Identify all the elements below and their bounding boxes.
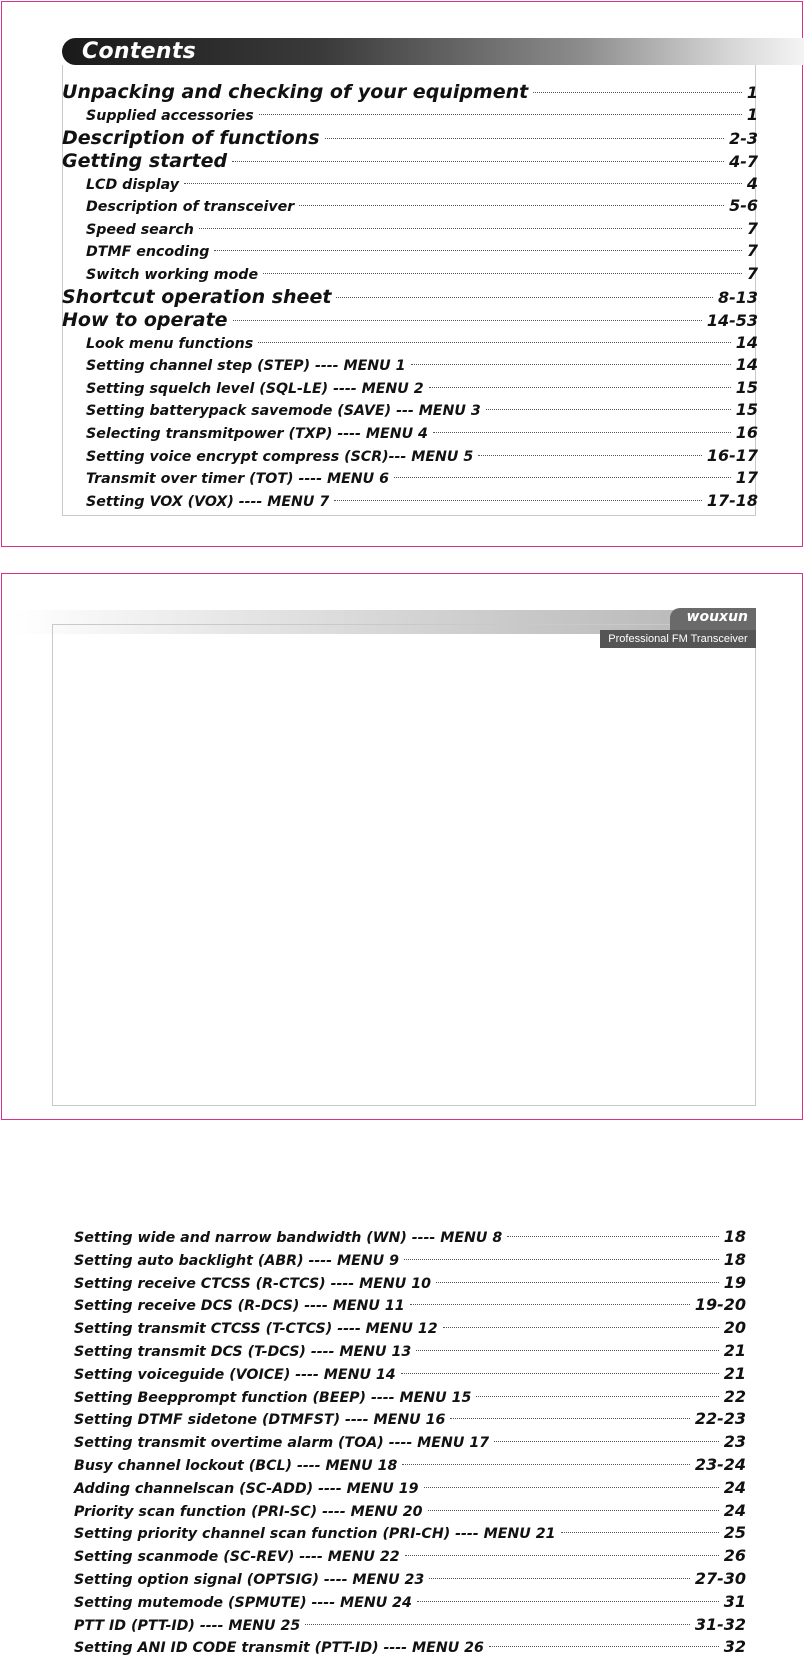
toc-entry: [62, 240, 758, 263]
toc-entry-page: 17: [735, 468, 758, 488]
dot-leader: [416, 1350, 718, 1351]
toc-entry: [62, 127, 758, 150]
toc-entry: [74, 1408, 746, 1431]
toc-entry-page: 31: [723, 1591, 746, 1611]
toc-entry-title: Setting Beepprompt function (BEEP) ---- MENU 15: [74, 1389, 472, 1406]
dot-leader: [402, 1464, 690, 1465]
toc-entry-title: Supplied accessories: [86, 108, 254, 124]
toc-entry: [74, 1386, 746, 1409]
toc-entry: [62, 218, 758, 241]
toc-entry: [62, 150, 758, 173]
toc-entry: [62, 286, 758, 309]
dot-leader: [263, 273, 742, 274]
toc-entry: [74, 1522, 746, 1545]
dot-leader: [305, 1624, 690, 1625]
dot-leader: [334, 500, 702, 501]
toc-entry: [62, 399, 758, 422]
toc-entry-page: 4: [746, 173, 758, 193]
toc-entry: [74, 1500, 746, 1523]
toc-entry-page: 15: [735, 377, 758, 397]
toc-entry-page: 1: [746, 83, 758, 102]
toc-list-page2: [74, 1226, 746, 1659]
toc-entry: [74, 1340, 746, 1363]
toc-entry-title: Setting channel step (STEP) ---- MENU 1: [86, 358, 406, 375]
toc-entry-page: 22: [723, 1386, 746, 1406]
toc-entry-title: Busy channel lockout (BCL) ---- MENU 18: [74, 1457, 398, 1474]
dot-leader: [450, 1418, 689, 1419]
toc-entry-page: 16-17: [706, 445, 758, 465]
dot-leader: [489, 1646, 719, 1647]
brand-logo: [600, 608, 756, 648]
toc-entry-page: 15: [735, 400, 758, 420]
toc-entry-page: 19-20: [694, 1295, 746, 1315]
logo-subtitle: Professional FM Transceiver: [600, 630, 756, 648]
toc-entry: [62, 104, 758, 127]
toc-entry: [74, 1317, 746, 1340]
dot-leader: [494, 1441, 719, 1442]
dot-leader: [184, 183, 742, 184]
toc-entry-page: 23: [723, 1432, 746, 1452]
toc-entry-title: DTMF encoding: [86, 244, 210, 261]
toc-entry-title: Look menu functions: [86, 335, 254, 352]
toc-entry-page: 17-18: [706, 490, 758, 510]
logo-brand-text: wouxun: [686, 609, 748, 625]
toc-entry: [74, 1636, 746, 1659]
contents-frame-page2: [52, 624, 756, 1106]
logo-mark: [670, 608, 756, 630]
toc-entry-title: Setting wide and narrow bandwidth (WN) ---- MENU 8: [74, 1230, 503, 1246]
toc-entry-page: 5-6: [729, 196, 758, 216]
toc-entry-title: Setting squelch level (SQL-LE) ---- MENU 2: [86, 380, 424, 397]
dot-leader: [507, 1236, 718, 1237]
toc-entry-title: Adding channelscan (SC-ADD) ---- MENU 19: [74, 1480, 419, 1497]
dot-leader: [424, 1487, 719, 1488]
dot-leader: [417, 1601, 719, 1602]
toc-entry: [62, 263, 758, 286]
toc-entry-page: 24: [723, 1477, 746, 1497]
contents-title: Contents: [82, 39, 197, 64]
dot-leader: [443, 1327, 719, 1328]
dot-leader: [299, 205, 724, 206]
toc-entry: [74, 1226, 746, 1249]
toc-entry-title: PTT ID (PTT-ID) ---- MENU 25: [74, 1617, 301, 1634]
toc-entry-page: 4-7: [729, 151, 758, 171]
toc-entry-page: 31-32: [694, 1614, 746, 1634]
toc-entry-page: 7: [746, 241, 758, 261]
toc-entry-title: Setting batterypack savemode (SAVE) --- MENU 3: [86, 403, 481, 420]
toc-entry-title: Setting DTMF sidetone (DTMFST) ---- MENU 16: [74, 1412, 446, 1429]
toc-entry-page: 27-30: [694, 1568, 746, 1588]
toc-entry: [74, 1272, 746, 1295]
dot-leader: [486, 409, 731, 410]
toc-entry-title: Speed search: [86, 221, 194, 238]
toc-entry-title: Getting started: [62, 149, 228, 172]
dot-leader: [433, 432, 731, 433]
toc-entry-page: 2-3: [729, 128, 758, 148]
toc-entry: [62, 173, 758, 196]
toc-entry-page: 1: [746, 105, 758, 124]
dot-leader: [404, 1259, 719, 1260]
toc-entry: [74, 1614, 746, 1637]
toc-entry: [74, 1591, 746, 1614]
toc-entry: [74, 1454, 746, 1477]
toc-entry-page: 20: [723, 1318, 746, 1338]
dot-leader: [561, 1532, 719, 1533]
toc-entry-title: Setting transmit DCS (T-DCS) ---- MENU 13: [74, 1343, 412, 1360]
toc-entry-title: Setting receive DCS (R-DCS) ---- MENU 11: [74, 1298, 405, 1315]
toc-entry-page: 23-24: [694, 1454, 746, 1474]
dot-leader: [394, 477, 731, 478]
toc-entry: [74, 1568, 746, 1591]
toc-entry-title: Setting option signal (OPTSIG) ---- MENU 23: [74, 1571, 425, 1588]
dot-leader: [411, 364, 731, 365]
dot-leader: [199, 228, 742, 229]
toc-entry-page: 32: [723, 1637, 746, 1657]
toc-entry-page: 16: [735, 422, 758, 442]
page-bottom: [1, 573, 803, 1657]
toc-entry-title: Setting transmit overtime alarm (TOA) ---- MENU 17: [74, 1435, 490, 1452]
toc-entry-page: 22-23: [694, 1409, 746, 1429]
toc-entry-title: Setting ANI ID CODE transmit (PTT-ID) ---- MENU 26: [74, 1640, 484, 1657]
toc-entry-page: 7: [746, 218, 758, 238]
toc-entry: [62, 332, 758, 355]
toc-entry-page: 24: [723, 1500, 746, 1520]
toc-entry: [62, 467, 758, 490]
dot-leader: [325, 138, 725, 139]
toc-list-page1: [62, 81, 758, 512]
toc-entry-title: How to operate: [62, 308, 228, 331]
toc-entry-title: Description of transceiver: [86, 199, 295, 216]
toc-entry-title: LCD display: [86, 176, 180, 193]
toc-entry-page: 8-13: [717, 287, 758, 307]
toc-entry-page: 14: [735, 355, 758, 375]
dot-leader: [429, 1578, 690, 1579]
toc-entry: [62, 490, 758, 513]
toc-entry: [62, 445, 758, 468]
toc-entry-page: 14: [735, 332, 758, 352]
toc-entry-title: Shortcut operation sheet: [62, 285, 332, 308]
dot-leader: [436, 1282, 719, 1283]
toc-entry-page: 21: [723, 1340, 746, 1360]
dot-leader: [478, 455, 702, 456]
toc-entry-title: Setting transmit CTCSS (T-CTCS) ---- MENU 12: [74, 1321, 438, 1338]
toc-entry-title: Setting priority channel scan function (PRI-CH) ---- MENU 21: [74, 1526, 556, 1543]
toc-entry-title: Setting auto backlight (ABR) ---- MENU 9: [74, 1252, 400, 1269]
toc-entry-title: Setting mutemode (SPMUTE) ---- MENU 24: [74, 1594, 412, 1611]
toc-entry: [74, 1545, 746, 1568]
toc-entry: [62, 354, 758, 377]
dot-leader: [533, 92, 742, 93]
dot-leader: [410, 1304, 690, 1305]
toc-entry-page: 7: [746, 263, 758, 283]
toc-entry-title: Description of functions: [62, 126, 320, 149]
dot-leader: [336, 297, 713, 298]
toc-entry-title: Selecting transmitpower (TXP) ---- MENU 4: [86, 425, 428, 442]
toc-entry-page: 14-53: [706, 310, 758, 330]
toc-entry-page: 18: [723, 1227, 746, 1246]
toc-entry: [62, 81, 758, 104]
toc-entry: [74, 1477, 746, 1500]
toc-entry-page: 21: [723, 1363, 746, 1383]
contents-title-bar: [62, 38, 804, 65]
toc-entry-page: 25: [723, 1523, 746, 1543]
toc-entry: [62, 309, 758, 332]
toc-entry-page: 26: [723, 1546, 746, 1566]
toc-entry: [74, 1363, 746, 1386]
dot-leader: [405, 1555, 719, 1556]
toc-entry-title: Transmit over timer (TOT) ---- MENU 6: [86, 471, 389, 488]
dot-leader: [232, 161, 724, 162]
toc-entry-title: Switch working mode: [86, 266, 259, 283]
toc-entry: [62, 195, 758, 218]
toc-entry: [74, 1249, 746, 1272]
page-top: [1, 1, 803, 547]
toc-entry-page: 19: [723, 1272, 746, 1292]
dot-leader: [258, 342, 731, 343]
toc-entry-title: Unpacking and checking of your equipment: [62, 81, 529, 103]
toc-entry-page: 18: [723, 1249, 746, 1269]
toc-entry: [74, 1294, 746, 1317]
toc-entry-title: Setting voiceguide (VOICE) ---- MENU 14: [74, 1366, 396, 1383]
toc-entry-title: Setting scanmode (SC-REV) ---- MENU 22: [74, 1549, 400, 1566]
dot-leader: [259, 114, 742, 115]
toc-entry-title: Setting VOX (VOX) ---- MENU 7: [86, 493, 330, 510]
toc-entry-title: Setting voice encrypt compress (SCR)--- MENU 5: [86, 448, 474, 465]
dot-leader: [401, 1373, 719, 1374]
dot-leader: [476, 1396, 718, 1397]
dot-leader: [429, 387, 731, 388]
toc-entry-title: Setting receive CTCSS (R-CTCS) ---- MENU 10: [74, 1275, 431, 1292]
toc-entry: [62, 377, 758, 400]
dot-leader: [428, 1510, 719, 1511]
toc-entry-title: Priority scan function (PRI-SC) ---- MENU 20: [74, 1503, 423, 1520]
toc-entry: [62, 422, 758, 445]
dot-leader: [233, 320, 702, 321]
dot-leader: [214, 250, 742, 251]
toc-entry: [74, 1431, 746, 1454]
